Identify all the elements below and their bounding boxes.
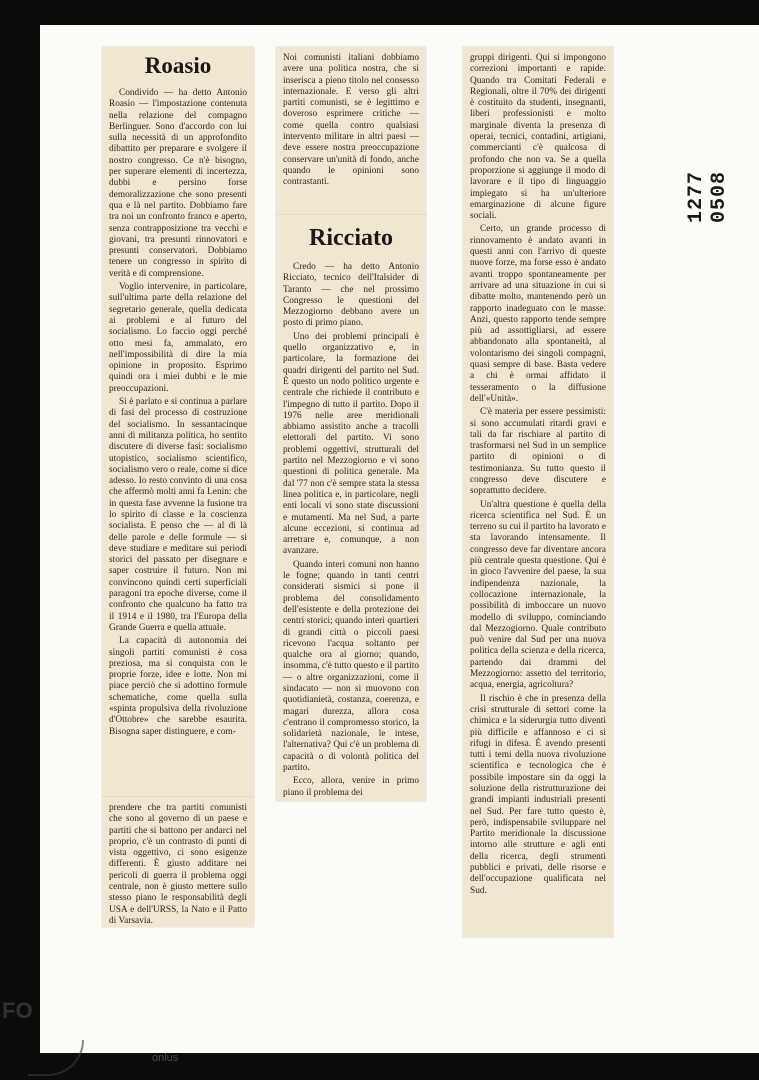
article-paragraph: Ecco, allora, venire in primo piano il problema dei (283, 776, 419, 798)
article-paragraph: Condivido — ha detto Antonio Roasio — l'impostazione contenuta nella relazione del compagno Berlinguer. Sono d'accordo con lui sulla necessità di un approfondito dibattito per preparare e svolgere il nostro congresso. Ce n'è bisogno, per superare elementi di incertezza, dubbi e persino forse demoralizzazione che sono presenti qua e là nel partito. Dobbiamo fare tra noi un confronto franco e aperto, senza contrapposizione tra vecchi e giovani, tra presunti rinnovatori e presunti conservatori. Dobbiamo tenere un congresso in spirito di verità e di comprensione. (109, 88, 247, 279)
clipping-roasio-continuation (102, 797, 254, 927)
article-title: Roasio (144, 53, 212, 78)
clipping-roasio (102, 47, 254, 797)
article-paragraph: La capacità di autonomia dei singoli partiti comunisti è cosa preziosa, ma si conquista con le proprie forze, idee e lotte. Non mi piace perciò che si adottino formule schematiche, come quella sulla «spinta propulsiva della rivoluzione d'Ottobre» che sarebbe esaurita. Bisogna saper distinguere, e com- (109, 636, 247, 737)
watermark-swoosh-icon (28, 1040, 84, 1076)
article-paragraph: prendere che tra partiti comunisti che sono al governo di un paese e partiti che si battono per andarci nel proprio, c'è un contrasto di punti di vista oggettivo, ci sono esigenze differenti. È giusto additare nei pericoli di guerra il problema oggi centrale, non è giusto mettere sullo stesso piano le responsabilità degli USA e dell'URSS, la Nato e il Patto di Varsavia. (109, 803, 247, 926)
clipping-middle-top (276, 47, 426, 215)
watermark-logo: FO (2, 998, 33, 1023)
article-paragraph: Noi comunisti italiani dobbiamo avere una politica nostra, che si inserisca a pieno titolo nel consesso internazionale. E verso gli altri partiti comunisti, se è legittimo e doveroso esprimere critiche — come quella contro qualsiasi intervento militare in altri paesi — deve essere nostra preoccupazione conservare un'unità di fondo, anche quando le opinioni sono contrastanti. (283, 53, 419, 188)
article-paragraph: Si è parlato e si continua a parlare di fasi del processo di costruzione del socialismo. In sessantacinque anni di militanza politica, ho sentito discutere di diverse fasi: socialismo utopistico, socialismo scientifico, socialismo vero o reale, come si dice adesso. Io resto convinto di una cosa che affermò molti anni fa Lenin: che in questa fase avvenne la fusione tra lo spirito di classe e la coscienza socialista. E penso che — al di là delle parole e delle formule — si deve studiare e meditare sui periodi storici del passato per disegnare e saper costruire il futuro. Non mi convincono quindi certi superficiali paragoni tra epoche diverse, come il confronto che qualcuno ha fatto tra il 1914 e il 1980, tra l'Europa della Grande Guerra e quella attuale. (109, 397, 247, 633)
article-paragraph: Uno dei problemi principali è quello organizzativo e, in particolare, la formazione dei quadri dirigenti del partito nel Sud. È questo un nodo politico urgente e centrale che richiede il contributo e l'impegno di tutto il partito. Dopo il 1976 nelle aree meridionali abbiamo assistito anche a tracolli elettorali del partito. Vi sono problemi oggettivi, strutturali del partito nel Mezzogiorno e vi sono questioni di politica generale. Ma dal '77 non c'è sempre stata la stessa linea politica e, in particolare, negli enti locali vi sono state discussioni e mutamenti. Ma nel Sud, a parte alcune eccezioni, si continua ad arretrare e, comunque, a non avanzare. (283, 331, 419, 557)
clipping-right (463, 47, 613, 937)
watermark-subtext: onlus (152, 1052, 179, 1064)
scan-page (40, 25, 759, 1053)
article-paragraph: Certo, un grande processo di rinnovamento è andato avanti in questi anni con l'arrivo di queste nuove forze, ma forse esso è andato avanti troppo spontaneamente per arrivare ad una situazione in cui si dibatte molto, mantenendo però un rapporto inadeguato con le masse. Anzi, questo rapporto tende sempre più ad assottigliarsi, ad essere abbandonato alla spontaneità, al volontarismo dei singoli compagni, quasi sempre di base. Basta vedere a chi è ormai affidato il tesseramento o la diffusione dell'«Unità». (470, 224, 606, 404)
article-paragraph: C'è materia per essere pessimisti: si sono accumulati ritardi gravi e tali da far rischiare al partito di trasformarsi nel Sud in un semplice partito di opinioni o di testimonianza. Su tutto questo il congresso deve discutere e soprattutto decidere. (470, 407, 606, 497)
archive-stamp (685, 145, 731, 223)
stamp-number: 1277 (685, 171, 708, 224)
article-paragraph: Voglio intervenire, in particolare, sull'ultima parte della relazione del segretario generale, quella dedicata ai problemi e al futuro del socialismo. Lo faccio oggi perché otto mesi fa, ammalato, ero nell'impossibilità di dire la mia opinione in proposito. Esprimo quindi ora i miei dubbi e le mie preoccupazioni. (109, 282, 247, 394)
article-paragraph: Il rischio è che in presenza della crisi strutturale di settori come la chimica e la siderurgia tutto diventi più difficile e affannoso e ci si rifugi in difesa. È avendo presenti tutti i temi della nuova rivoluzione scientifica e tecnologica che è possibile impostare sin da oggi la soluzione della ristrutturazione dei grandi impianti industriali presenti nel Sud. Per fare tutto questo è, però, indispensabile sviluppare nel Partito meridionale la discussione intorno alle strutture e agli enti della ricerca, degli strumenti pubblici e privati, delle risorse e dell'occupazione qualificata nel Sud. (470, 693, 606, 896)
clipping-ricciato (276, 215, 426, 801)
article-paragraph: Un'altra questione è quella della ricerca scientifica nel Sud. È un terreno su cui il partito ha lavorato e sta lavorando intensamente. Il congresso deve far diventare ancora più centrale questa questione. Qui è in gioco l'avvenire del paese, la sua indipendenza nazionale, la collocazione internazionale, la possibilità di imboccare un nuovo modello di sviluppo, cominciando dal Mezzogiorno. Quale contributo può venire dal Sud per una nuova politica della scienza e della ricerca, partendo dai drammi del Mezzogiorno: assetto del territorio, acqua, energia, agricoltura? (470, 499, 606, 691)
article-paragraph: gruppi dirigenti. Qui si impongono correzioni importanti e rapide. Quando tra Comitati Federali e Regionali, oltre il 70% dei dirigenti è costituito da studenti, insegnanti, liberi professionisti e molto marginale diventa la presenza di operai, tecnici, contadini, artigiani, commercianti c'è qualcosa di profondo che non va. Se a quella proporzione si aggiunge il modo di lavorare e il tipo di linguaggio impiegato si ha un'ulteriore emarginazione di alcune figure sociali. (470, 53, 606, 222)
article-title: Ricciato (309, 225, 393, 251)
article-paragraph: Quando interi comuni non hanno le fogne; quando in tanti centri considerati sismici si pone il problema del consolidamento dell'esistente e della protezione dei centri storici; quando interi quartieri di grandi città o piccoli paesi ricevono l'acqua soltanto per qualche ora al giorno; quando, insomma, c'è tutto questo e il partito — o altre organizzazioni, come il sindacato — non si muovono con quotidianietà, costanza, coerenza, e magari durezza, allora cosa c'entrano il compromesso storico, la solidarietà nazionale, le intese, l'alternativa? Qui c'è un problema di capacità o di volontà politica del partito. (283, 559, 419, 774)
article-paragraph: Credo — ha detto Antonio Ricciato, tecnico dell'Italsider di Taranto — che nel prossimo Congresso le questioni del Mezzogiorno debbano avere un posto di primo piano. (283, 262, 419, 329)
stamp-number: 0508 (708, 171, 731, 224)
